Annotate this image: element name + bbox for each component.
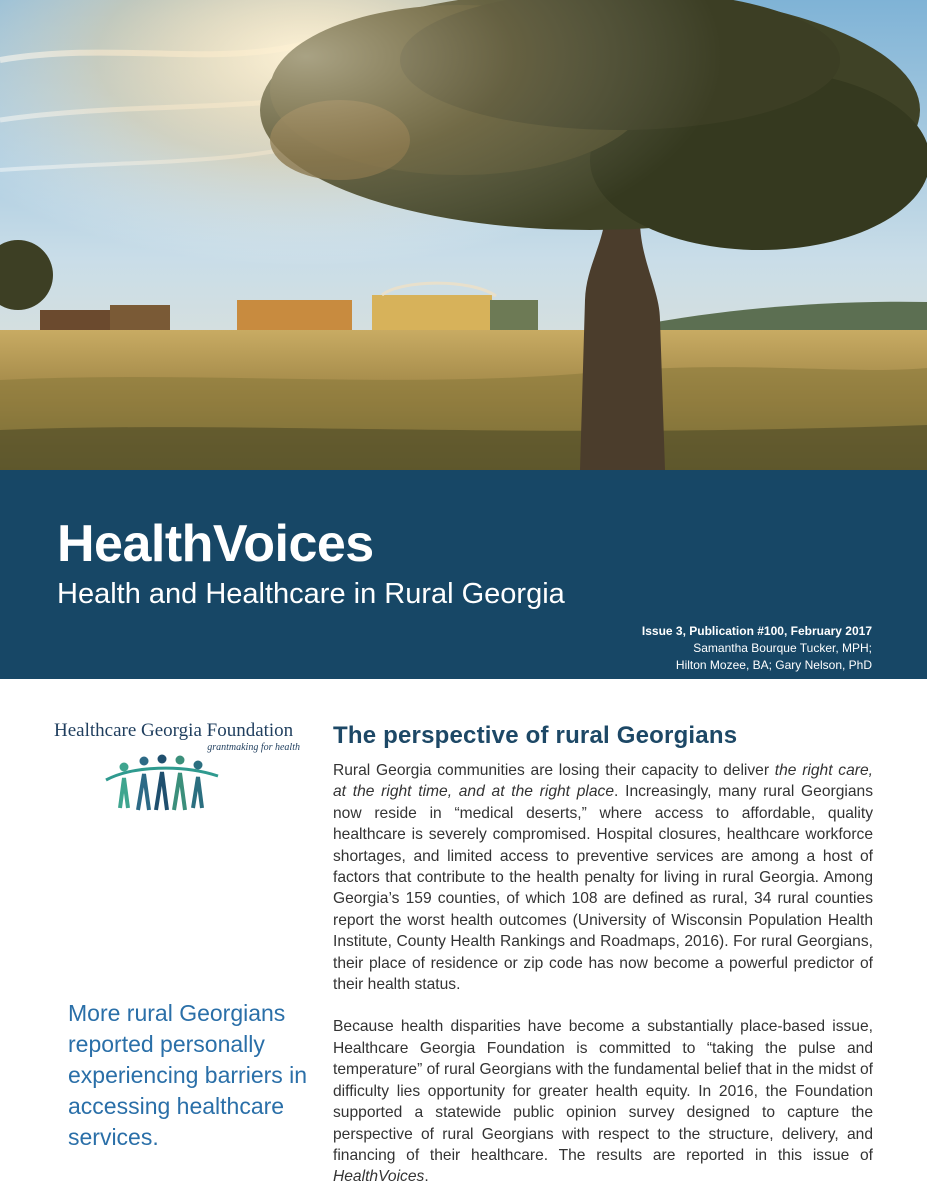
article-heading: The perspective of rural Georgians [333, 722, 738, 749]
article [333, 722, 873, 1188]
authors-line-1: Samantha Bourque Tucker, MPH; [693, 641, 872, 655]
authors-line-2: Hilton Mozee, BA; Gary Nelson, PhD [675, 658, 872, 672]
publication-subtitle: Health and Healthcare in Rural Georgia [57, 578, 565, 610]
people-group-icon [102, 752, 222, 814]
title-banner [0, 470, 927, 679]
article-paragraph-1: Rural Georgia communities are losing their capacity to deliver the right care, at the right time, and at the right place. Increasingly, many rural Georgians now reside in “medical deserts,” where access to affordable, quality healthcare is severely compromised. Hospital closures, healthcare workforce shortages, and limited access to preventive services are among a host of factors that contribute to the health penalty for living in rural Georgia. Among Georgia’s 159 counties, of which 108 are defined as rural, 34 rural counties report the worst health outcomes (University of Wisconsin Population Health Institute, County Health Rankings and Roadmaps, 2016). For rural Georgians, their place of residence or zip code has now become a powerful predictor of their health status. [333, 762, 873, 994]
hero-photo [0, 0, 927, 470]
article-paragraph-2: Because health disparities have become a substantially place-based issue, Healthcare Georgia Foundation is committed to “taking the pulse and temperature” of rural Georgians with the fundamental belief that in the midst of difficulty lies opportunity for greater health equity. In 2016, the Foundation supported a statewide public opinion survey designed to capture the perspective of rural Georgians with respect to the structure, delivery, and financing of their healthcare. The results are reported in this issue of HealthVoices. [333, 1018, 874, 1186]
foundation-tagline: grantmaking for health [207, 742, 300, 753]
publication-meta [642, 623, 872, 674]
pull-quote: More rural Georgians reported personally experiencing barriers in accessing healthcare services. [68, 1000, 308, 1150]
publication-title: HealthVoices [57, 515, 374, 573]
issue-info: Issue 3, Publication #100, February 2017 [641, 624, 872, 638]
foundation-logo [54, 720, 304, 820]
foundation-name: Healthcare Georgia Foundation [54, 720, 294, 741]
